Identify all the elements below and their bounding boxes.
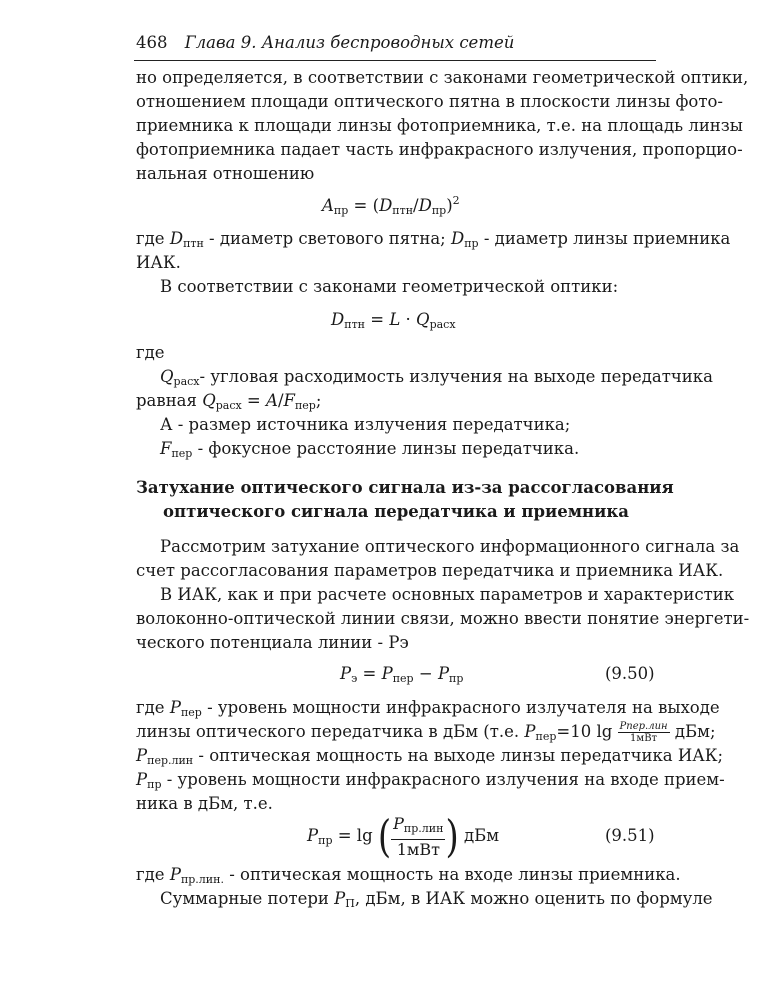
equation-energy-potential: $P_э = P_{пер} - P_{пр}$ — [340, 664, 464, 685]
text-line: где $P_{пр.лин.}$ - оптическая мощность на входе линзы приемника. — [136, 865, 681, 886]
text-line: где $P_{пер}$ - уровень мощности инфракрасного излучателя на выходе — [136, 698, 720, 719]
text-line: линзы оптического передатчика в дБм (т.е. $P_{пер}=10$ lg $\frac{\text{Pпер.лин}}{\text{1мВт}}$ дБм; — [136, 721, 716, 744]
text-line: ника в дБм, т.е. — [136, 794, 273, 813]
text-line: приемника к площади линзы фотоприемника, т.е. на площадь линзы — [136, 116, 743, 135]
text-line: волоконно-оптической линии связи, можно ввести понятие энергети- — [136, 609, 750, 628]
page-number: 468 — [136, 33, 168, 52]
section-heading-line: Затухание оптического сигнала из-за рассогласования — [136, 478, 674, 497]
text-line: где — [136, 343, 165, 362]
running-header — [136, 33, 656, 59]
equation-fraction: $\frac{P_{пр.лин}}{\text{1мВт}}$ — [393, 813, 444, 859]
left-paren: ( — [377, 810, 392, 863]
text-line: $P_{пер.лин}$ - оптическая мощность на выходе линзы передатчика ИАК; — [136, 746, 724, 767]
text-line: $F_{пер}$ - фокусное расстояние линзы передатчика. — [160, 439, 580, 460]
text-line: Суммарные потери $P_П$, дБм, в ИАК можно оценить по формуле — [160, 889, 713, 910]
text-line: Рассмотрим затухание оптического информационного сигнала за — [160, 537, 740, 556]
text-line: ИАК. — [136, 253, 181, 272]
section-heading-line: оптического сигнала передатчика и приемника — [163, 502, 629, 521]
text-line: счет рассогласования параметров передатчика и приемника ИАК. — [136, 561, 724, 580]
equation-number: (9.51) — [605, 826, 655, 845]
inline-fraction: $\frac{\text{Pпер.лин}}{\text{1мВт}}$ — [619, 721, 668, 744]
equation-receiver-power: $P_{пр} = \lg$ ( $\frac{P_{пр.лин}}{\text{1мВт}}$ ) дБм — [307, 812, 499, 860]
text-line: $Q_{расх}-$ угловая расходимость излучения на выходе передатчика — [160, 367, 713, 388]
equation-area-ratio: $A_{пр} = (D_{птн}/D_{пр})^2$ — [322, 194, 460, 217]
text-line: $P_{пр}$ - уровень мощности инфракрасного излучения на входе прием- — [136, 770, 725, 791]
text-line: где $D_{птн}$ - диаметр светового пятна; $D_{пр}$ - диаметр линзы приемника — [136, 229, 731, 250]
equation-number: (9.50) — [605, 664, 655, 683]
text-line: фотоприемника падает часть инфракрасного излучения, пропорцио- — [136, 140, 743, 159]
text-line: но определяется, в соответствии с законами геометрической оптики, — [136, 68, 749, 87]
text-line: В соответствии с законами геометрической оптики: — [160, 277, 619, 296]
equation-spot-diameter: $D_{птн} = L \cdot Q_{расх}$ — [331, 310, 456, 331]
text-line: А - размер источника излучения передатчика; — [160, 415, 571, 434]
chapter-title: Глава 9. Анализ беспроводных сетей — [184, 33, 515, 52]
text-line: отношением площади оптического пятна в плоскости линзы фото- — [136, 92, 723, 111]
text-line: ческого потенциала линии - Pэ — [136, 633, 409, 652]
text-line: нальная отношению — [136, 164, 315, 183]
right-paren: ) — [445, 810, 459, 863]
text-line: В ИАК, как и при расчете основных параметров и характеристик — [160, 585, 735, 604]
text-line: равная $Q_{расх} = A/F_{пер}$; — [136, 391, 322, 412]
header-rule — [134, 60, 656, 61]
